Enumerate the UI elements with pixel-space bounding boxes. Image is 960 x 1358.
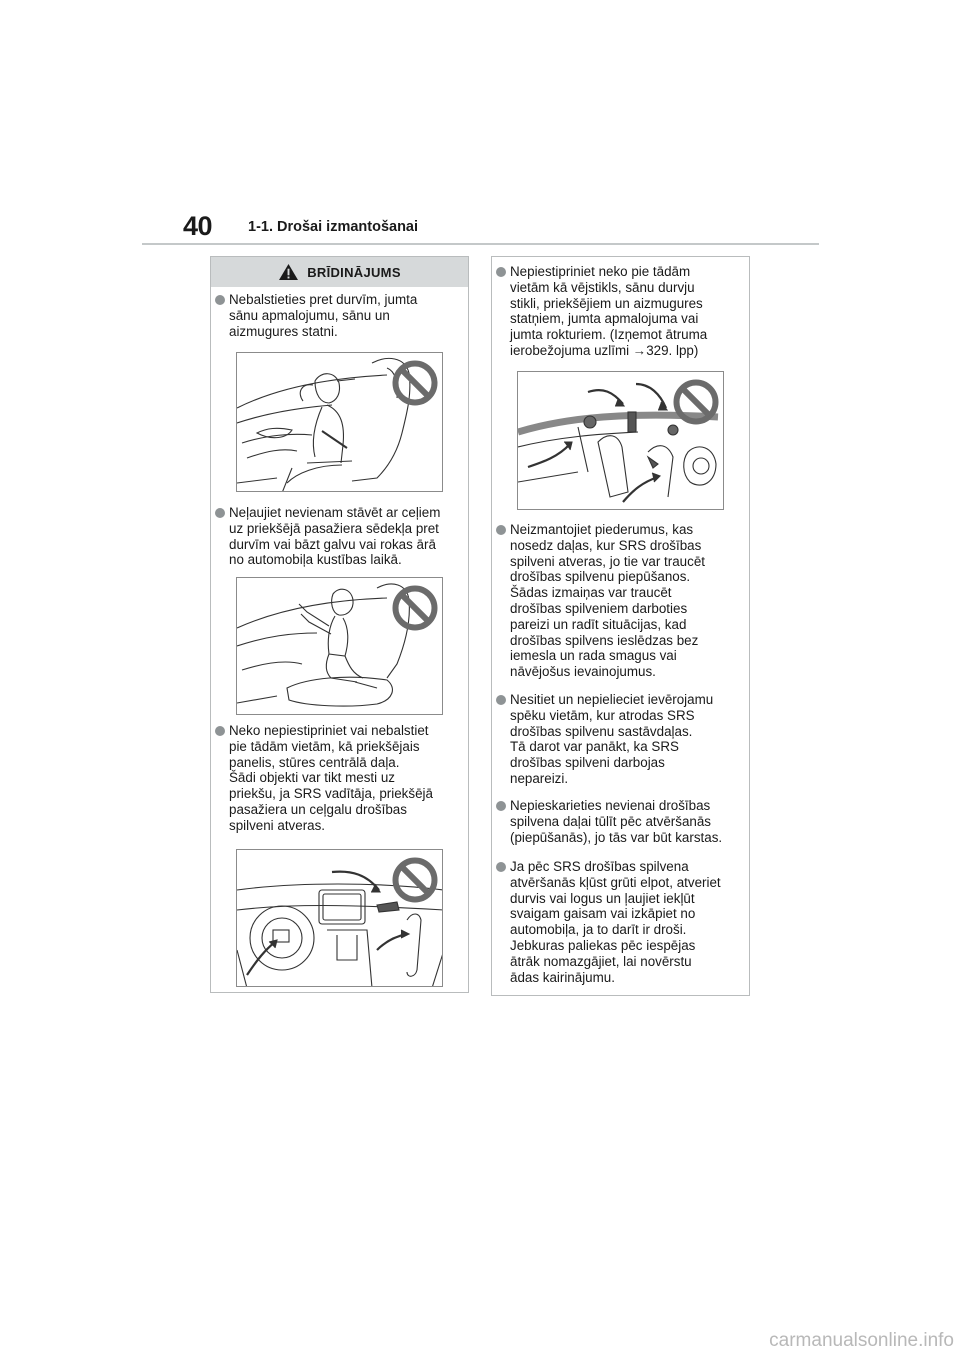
- item-line: Neizmantojiet piederumus, kas: [510, 522, 694, 537]
- warning-item: [496, 798, 746, 845]
- item-line: aizmugures statni.: [229, 323, 338, 339]
- item-line: drošības spilvenu sastāvdaļas.: [510, 723, 693, 739]
- bullet-icon: [496, 801, 506, 811]
- item-line: vietām kā vējstikls, sānu durvju: [510, 279, 695, 295]
- item-line: panelis, stūres centrālā daļa.: [229, 754, 400, 770]
- bullet-icon: [215, 295, 225, 305]
- item-line: durvīm vai bāzt galvu vai rokas ārā: [229, 536, 436, 552]
- item-line: ātrāk nomazgājiet, lai novērstu: [510, 953, 692, 969]
- watermark: carmanualsonline.info: [769, 1330, 954, 1351]
- warning-item: [215, 292, 465, 339]
- item-line: ādas kairinājumu.: [510, 969, 615, 985]
- item-line: Neļaujiet nevienam stāvēt ar ceļiem: [229, 505, 441, 520]
- item-line: Šādas izmaiņas var traucēt: [510, 585, 672, 601]
- prohibition-icon: [391, 359, 439, 407]
- item-line: Jebkuras paliekas pēc iespējas: [510, 937, 696, 953]
- item-line: spilvena daļai tūlīt pēc atvēršanās: [510, 813, 711, 829]
- item-line: Ja pēc SRS drošības spilvena: [510, 859, 689, 874]
- warning-title: BRĪDINĀJUMS: [307, 264, 401, 280]
- header-divider: [142, 243, 819, 245]
- warning-item: [496, 264, 746, 359]
- item-line: atvēršanās kļūst grūti elpot, atveriet: [510, 874, 721, 890]
- item-line: drošības spilveni darbojas: [510, 755, 665, 771]
- item-line: drošības spilveniem darboties: [510, 600, 688, 616]
- illustration-pillars-roof-rail: [517, 371, 724, 510]
- bullet-icon: [215, 508, 225, 518]
- item-line: sānu apmalojumu, sānu un: [229, 307, 390, 323]
- bullet-icon: [496, 862, 506, 872]
- bullet-icon: [496, 525, 506, 535]
- item-line: pasažiera un ceļgalu drošības: [229, 801, 407, 817]
- item-line: Nepieskarieties nevienai drošības: [510, 798, 711, 813]
- item-line: durvis vai logus un ļaujiet iekļūt: [510, 890, 695, 906]
- item-line: Nepiestipriniet neko pie tādām: [510, 264, 691, 279]
- item-line: ierobežojuma uzlīmi →329. lpp): [510, 342, 699, 358]
- illustration-dashboard-objects: [236, 849, 443, 987]
- prohibition-icon: [391, 856, 439, 904]
- item-line: jumta rokturiem. (Izņemot ātruma: [510, 327, 708, 343]
- warning-triangle-icon: [278, 263, 299, 281]
- prohibition-icon: [391, 584, 439, 632]
- item-line: statņiem, jumta apmalojuma vai: [510, 311, 699, 327]
- item-line: Neko nepiestipriniet vai nebalstiet: [229, 723, 429, 738]
- warning-item: [496, 692, 746, 787]
- warning-item: [496, 522, 746, 680]
- item-line: nepareizi.: [510, 770, 569, 786]
- warning-item: [215, 505, 465, 568]
- bullet-icon: [496, 267, 506, 277]
- warning-item: [496, 859, 746, 985]
- item-line: nāvējošus ievainojumus.: [510, 664, 656, 680]
- warning-item: [215, 723, 465, 834]
- illustration-kneeling-on-seat: [236, 577, 443, 715]
- item-line: drošības spilvenu piepūšanos.: [510, 569, 691, 585]
- item-line: spilveni atveras, jo tie var traucēt: [510, 553, 705, 569]
- illustration-leaning-on-door: [236, 352, 443, 492]
- item-line: Tā darot var panākt, ka SRS: [510, 739, 679, 755]
- item-line: stikli, priekšējiem un aizmugures: [510, 295, 703, 311]
- bullet-icon: [215, 726, 225, 736]
- warning-header: [211, 257, 468, 287]
- item-line: svaigam gaisam vai izkāpiet no: [510, 906, 696, 922]
- item-line: priekšu, ja SRS vadītāja, priekšējā: [229, 786, 433, 802]
- item-line: (piepūšanās), jo tās var būt karstas.: [510, 829, 723, 845]
- item-line: Nesitiet un nepielieciet ievērojamu: [510, 692, 714, 707]
- warning-box-left: [210, 256, 469, 993]
- item-line: no automobiļa kustības laikā.: [229, 552, 402, 568]
- item-line: pareizi un radīt situācijas, kad: [510, 616, 687, 632]
- section-title: 1-1. Drošai izmantošanai: [248, 219, 419, 235]
- prohibition-icon: [672, 378, 720, 426]
- item-line: Šādi objekti var tikt mesti uz: [229, 770, 395, 786]
- item-line: iemesla un rada smagus vai: [510, 648, 677, 664]
- item-line: pie tādām vietām, kā priekšējais: [229, 738, 420, 754]
- item-line: nosedz daļas, kur SRS drošības: [510, 537, 702, 553]
- warning-box-right: [491, 256, 750, 996]
- item-line: drošības spilvens ieslēdzas bez: [510, 632, 699, 648]
- item-line: spilveni atveras.: [229, 817, 326, 833]
- item-line: automobiļa, ja to darīt ir droši.: [510, 922, 687, 938]
- bullet-icon: [496, 695, 506, 705]
- item-line: Nebalstieties pret durvīm, jumta: [229, 292, 418, 307]
- page-number: 40: [183, 211, 213, 241]
- item-line: uz priekšējā pasažiera sēdekļa pret: [229, 520, 439, 536]
- item-line: spēku vietām, kur atrodas SRS: [510, 707, 695, 723]
